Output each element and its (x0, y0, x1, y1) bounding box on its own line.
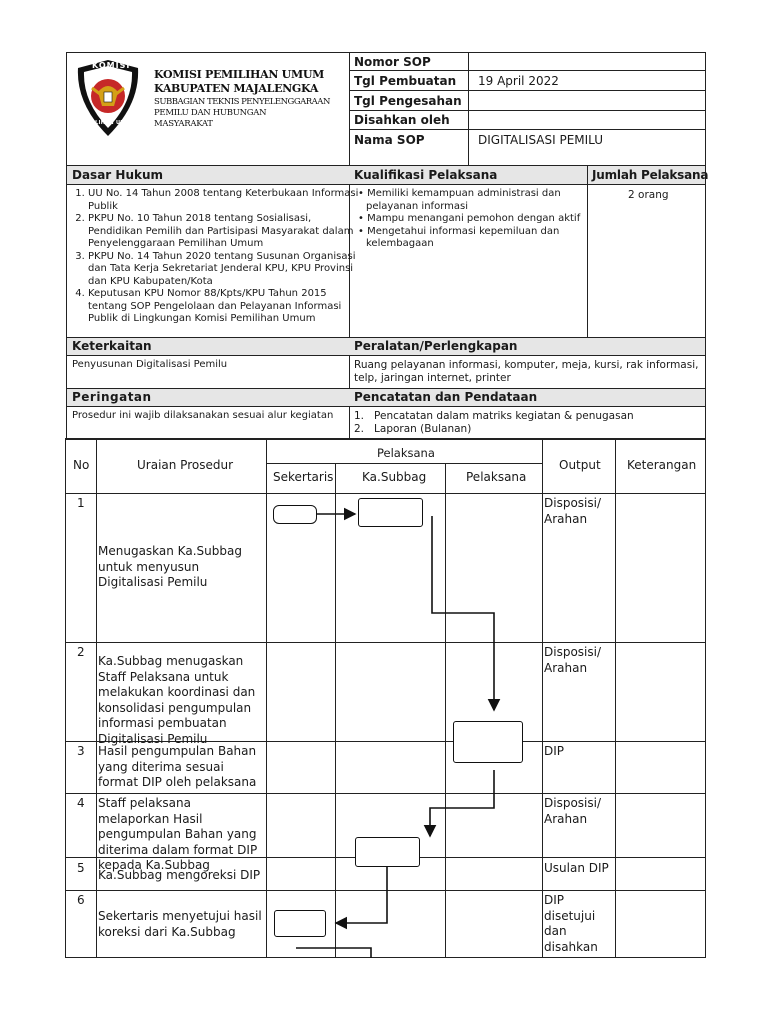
col-pelaksana-group-header: Pelaksana (377, 446, 435, 460)
col-uraian-header: Uraian Prosedur (137, 458, 234, 472)
pencatatan-item-2: 2. Laporan (Bulanan) (354, 423, 472, 435)
kualifikasi-title: Kualifikasi Pelaksana (354, 168, 498, 182)
field-nama-sop-label: Nama SOP (354, 133, 425, 147)
dasar-hukum-item: 3. PKPU No. 14 Tahun 2020 tentang Susunan Organisasi dan Tata Kerja Sekretariat Jenderal KPU, KPU Provinsi dan KPU Kabupaten/Kota (88, 251, 360, 289)
connector-3 (430, 770, 494, 836)
dasar-hukum-item: 4. Keputusan KPU Nomor 88/Kpts/KPU Tahun 2015 tentang SOP Pengelolaan dan Pelayanan Informasi Publik di Lingkungan Komisi Pemilihan Umum (88, 288, 360, 326)
peralatan-title: Peralatan/Perlengkapan (354, 339, 518, 353)
table-row-no: 4 (77, 796, 85, 810)
org-name-line1: KOMISI PEMILIHAN UMUM (154, 68, 324, 81)
org-sub-line1: SUBBAGIAN TEKNIS PENYELENGGARAAN (154, 97, 330, 107)
connector-5 (296, 948, 371, 958)
table-row-output: Disposisi/ Arahan (544, 496, 601, 526)
org-sub-line3: MASYARAKAT (154, 119, 213, 129)
field-tgl-pembuatan-value: 19 April 2022 (478, 74, 559, 88)
table-row-uraian: Ka.Subbag mengoreksi DIP (98, 868, 261, 882)
col-output-header: Output (559, 458, 601, 472)
table-row-no: 6 (77, 893, 85, 907)
jumlah-pelaksana-value: 2 orang (628, 189, 669, 201)
field-nomor-sop-label: Nomor SOP (354, 55, 431, 69)
field-disahkan-label: Disahkan oleh (354, 113, 450, 127)
col-keterangan-header: Keterangan (627, 458, 697, 472)
pencatatan-item-1: 1. Pencatatan dalam matriks kegiatan & penugasan (354, 410, 634, 422)
table-row-uraian: Sekertaris menyetujui hasil koreksi dari Ka.Subbag (98, 909, 262, 939)
table-row-uraian: Menugaskan Ka.Subbag untuk menyusun Digitalisasi Pemilu (98, 544, 242, 589)
kualifikasi-item: • Mampu menangani pemohon dengan aktif (358, 213, 581, 224)
peralatan-value-line1: Ruang pelayanan informasi, komputer, meja, kursi, rak informasi, (354, 359, 699, 371)
table-row-uraian: Staff pelaksana melaporkan Hasil pengumpulan Bahan yang diterima dalam format DIP kepada Ka.Subbag (98, 796, 258, 872)
org-sub-line2: PEMILU DAN HUBUNGAN (154, 108, 267, 118)
col-no-header: No (73, 458, 90, 472)
table-row-output: Disposisi/ Arahan (544, 645, 601, 675)
field-tgl-pengesahan-label: Tgl Pengesahan (354, 94, 462, 108)
table-row-output: DIP disetujui dan disahkan (544, 893, 598, 954)
dasar-hukum-item: 1. UU No. 14 Tahun 2008 tentang Keterbukaan Informasi Publik (88, 188, 360, 213)
field-nama-sop-value: DIGITALISASI PEMILU (478, 133, 604, 147)
kualifikasi-item: • Memiliki kemampuan administrasi dan pelayanan informasi (358, 188, 561, 212)
dasar-hukum-item: 2. PKPU No. 10 Tahun 2018 tentang Sosialisasi, Pendidikan Pemilih dan Partisipasi Masyarakat dalam Penyelenggaraan Pemilihan Umum (88, 213, 360, 251)
col-pelaksana-header: Pelaksana (466, 470, 527, 484)
logo-text-bottom: PEMILIHAN UMUM (80, 120, 136, 126)
keterkaitan-title: Keterkaitan (72, 339, 152, 353)
table-row-no: 1 (77, 496, 85, 510)
col-sekertaris-header: Sekertaris (273, 470, 334, 484)
connector-4 (336, 866, 387, 923)
dasar-hukum-title: Dasar Hukum (72, 168, 164, 182)
keterkaitan-value: Penyusunan Digitalisasi Pemilu (72, 359, 228, 370)
peringatan-title: Peringatan (72, 390, 152, 404)
peringatan-value: Prosedur ini wajib dilaksanakan sesuai alur kegiatan (72, 410, 334, 421)
table-row-uraian: Ka.Subbag menugaskan Staff Pelaksana untuk melakukan koordinasi dan konsolidasi pengumpulan informasi pembuatan Digitalisasi Pemilu (98, 654, 256, 746)
table-row-output: Usulan DIP (544, 861, 609, 875)
connector-2 (432, 516, 494, 710)
table-row-no: 2 (77, 645, 85, 659)
col-kasubbag-header: Ka.Subbag (362, 470, 427, 484)
table-row-output: DIP (544, 744, 565, 758)
jumlah-pelaksana-title: Jumlah Pelaksana (592, 168, 709, 182)
table-row-output: Disposisi/ Arahan (544, 796, 601, 826)
peralatan-value-line2: telp, jaringan internet, printer (354, 372, 511, 384)
table-row-no: 5 (77, 861, 85, 875)
logo-text-top: KOMISI (92, 61, 131, 70)
table-row-no: 3 (77, 744, 85, 758)
pencatatan-title: Pencatatan dan Pendataan (354, 390, 538, 404)
table-row-uraian: Hasil pengumpulan Bahan yang diterima sesuai format DIP oleh pelaksana (98, 744, 257, 789)
field-tgl-pembuatan-label: Tgl Pembuatan (354, 74, 457, 88)
kualifikasi-item: • Mengetahui informasi kepemiluan dan kelembagaan (358, 225, 560, 249)
org-name-line2: KABUPATEN MAJALENGKA (154, 82, 319, 95)
